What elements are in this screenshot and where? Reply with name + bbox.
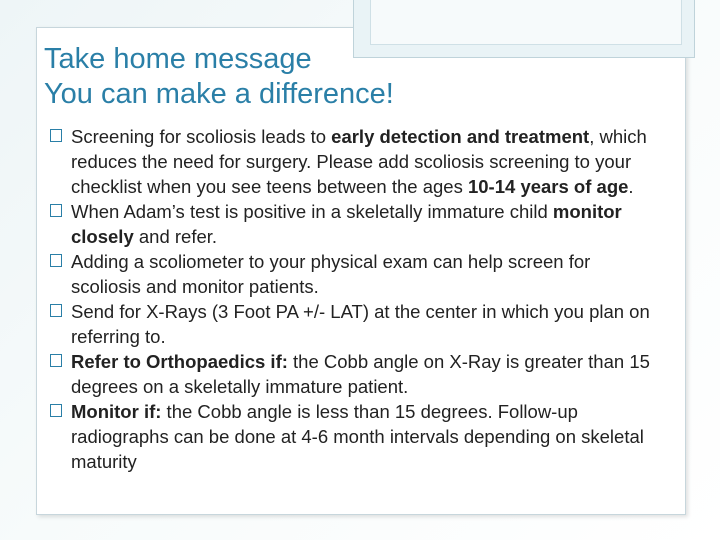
- bullet-item: Adding a scoliometer to your physical exam can help screen for scoliosis and monitor patients.: [50, 249, 650, 299]
- decorative-corner-inner: [370, 0, 682, 45]
- slide-title: [44, 42, 664, 112]
- title-line-2: You can make a difference!: [44, 78, 394, 110]
- bullet-list: [50, 124, 650, 474]
- title-line-1: Take home message: [44, 43, 312, 75]
- bullet-item: When Adam’s test is positive in a skeletally immature child monitor closely and refer.: [50, 199, 650, 249]
- square-bullet-icon: [50, 204, 62, 217]
- square-bullet-icon: [50, 404, 62, 417]
- bullet-item: Send for X-Rays (3 Foot PA +/- LAT) at the center in which you plan on referring to.: [50, 299, 650, 349]
- square-bullet-icon: [50, 354, 62, 367]
- square-bullet-icon: [50, 304, 62, 317]
- bullet-item: Monitor if: the Cobb angle is less than 15 degrees. Follow-up radiographs can be done at 4-6 month intervals depending on skeletal maturity: [50, 399, 650, 474]
- bullet-item: Refer to Orthopaedics if: the Cobb angle on X-Ray is greater than 15 degrees on a skeletally immature patient.: [50, 349, 650, 399]
- bullet-item: Screening for scoliosis leads to early detection and treatment, which reduces the need for surgery. Please add scoliosis screening to your checklist when you see teens between the ages 10-14 years of age.: [50, 124, 650, 199]
- square-bullet-icon: [50, 254, 62, 267]
- square-bullet-icon: [50, 129, 62, 142]
